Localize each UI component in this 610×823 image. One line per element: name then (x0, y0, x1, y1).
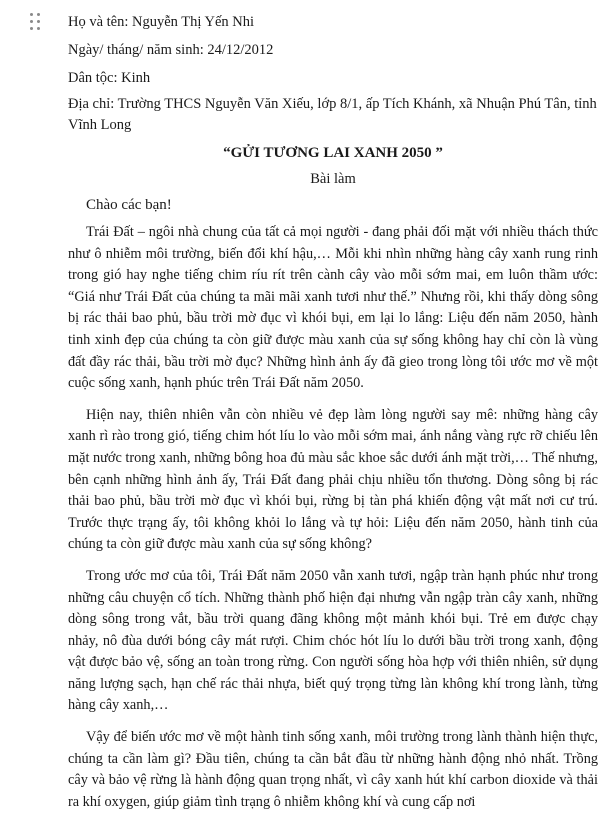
document-page (68, 10, 598, 823)
student-address: Địa chỉ: Trường THCS Nguyễn Văn Xiếu, lớp 8/1, ấp Tích Khánh, xã Nhuận Phú Tân, tỉnh Vĩnh Long (68, 96, 597, 133)
essay-paragraph: Vậy để biến ước mơ về một hành tinh sống xanh, môi trường trong lành thành hiện thực, chúng ta cần làm gì? Đầu tiên, chúng ta cần bắt đầu từ những hành động nhỏ nhất. Trồng cây và bảo vệ rừng là hành động quan trọng nhất, vì cây xanh hút khí carbon dioxide và thải ra khí oxygen, giúp giảm tình trạng ô nhiễm không khí và cung cấp nơi (68, 729, 598, 810)
essay-paragraph: Trái Đất – ngôi nhà chung của tất cả mọi người - đang phải đối mặt với nhiều thách thức như ô nhiễm môi trường, biến đổi khí hậu,… Mỗi khi nhìn những hàng cây xanh rung rinh trong gió hay nghe tiếng chim ríu rít trên cành cây vào mỗi sớm mai, em luôn thầm ước: “Giá như Trái Đất của chúng ta mãi mãi xanh tươi như thế.” Nhưng rồi, khi thấy dòng sông bị rác thải bao phủ, bầu trời mờ đục vì khói bụi, em lại lo lắng: Liệu đến năm 2050, hành tinh xinh đẹp của chúng ta còn giữ được màu xanh của sự sống không hay chỉ còn là vùng đất đầy rác thải, bầu trời mờ đục? Những hình ảnh ấy đã gieo trong lòng tôi ước mơ về một cuộc sống xanh, hạnh phúc trên Trái Đất năm 2050. (68, 224, 598, 392)
essay-subtitle: Bài làm (310, 171, 356, 187)
essay-paragraph: Trong ước mơ của tôi, Trái Đất năm 2050 vẫn xanh tươi, ngập tràn hạnh phúc như trong những câu chuyện cổ tích. Những thành phố hiện đại nhưng vẫn ngập tràn cây xanh, những dòng sông trong vắt, bầu trời quang đãng không một mảnh khói bụi. Trẻ em được chạy nhảy, nô đùa dưới bóng cây mát rượi. Chim chóc hót líu lo dưới bầu trời trong xanh, động vật được bảo vệ, sống an toàn trong rừng. Con người sống hòa hợp với thiên nhiên, sử dụng năng lượng sạch, hạn chế rác thải nhựa, biết quý trọng từng làn không khí trong lành, từng hàng cây xanh,… (68, 567, 598, 714)
student-name: Họ và tên: Nguyễn Thị Yến Nhi (68, 14, 255, 30)
student-ethnicity: Dân tộc: Kinh (68, 70, 151, 86)
essay-greeting: Chào các bạn! (86, 197, 172, 213)
essay-paragraph: Hiện nay, thiên nhiên vẫn còn nhiều vẻ đẹp làm lòng người say mê: những hàng cây xanh rì rào trong gió, tiếng chim hót líu lo vào mỗi sớm mai, ánh nắng vàng rực rỡ chiếu lên mặt nước trong xanh, những bông hoa đủ màu sắc khoe sắc dưới ánh mặt trời,… Thế nhưng, bên cạnh những hình ảnh ấy, Trái Đất đang phải chịu nhiều tổn thương. Dòng sông bị rác thải bao phủ, bầu trời mờ đục vì khói bụi, rừng bị tàn phá khiến động vật mất nơi cư trú. Trước thực trạng ấy, tôi không khỏi lo lắng và tự hỏi: Liệu đến năm 2050, hành tinh của chúng ta còn giữ được màu xanh của sự sống không? (68, 406, 598, 553)
drag-handle-icon[interactable] (30, 13, 42, 33)
essay-title: “GỬI TƯƠNG LAI XANH 2050 ” (223, 145, 443, 161)
student-dob: Ngày/ tháng/ năm sinh: 24/12/2012 (68, 42, 274, 58)
